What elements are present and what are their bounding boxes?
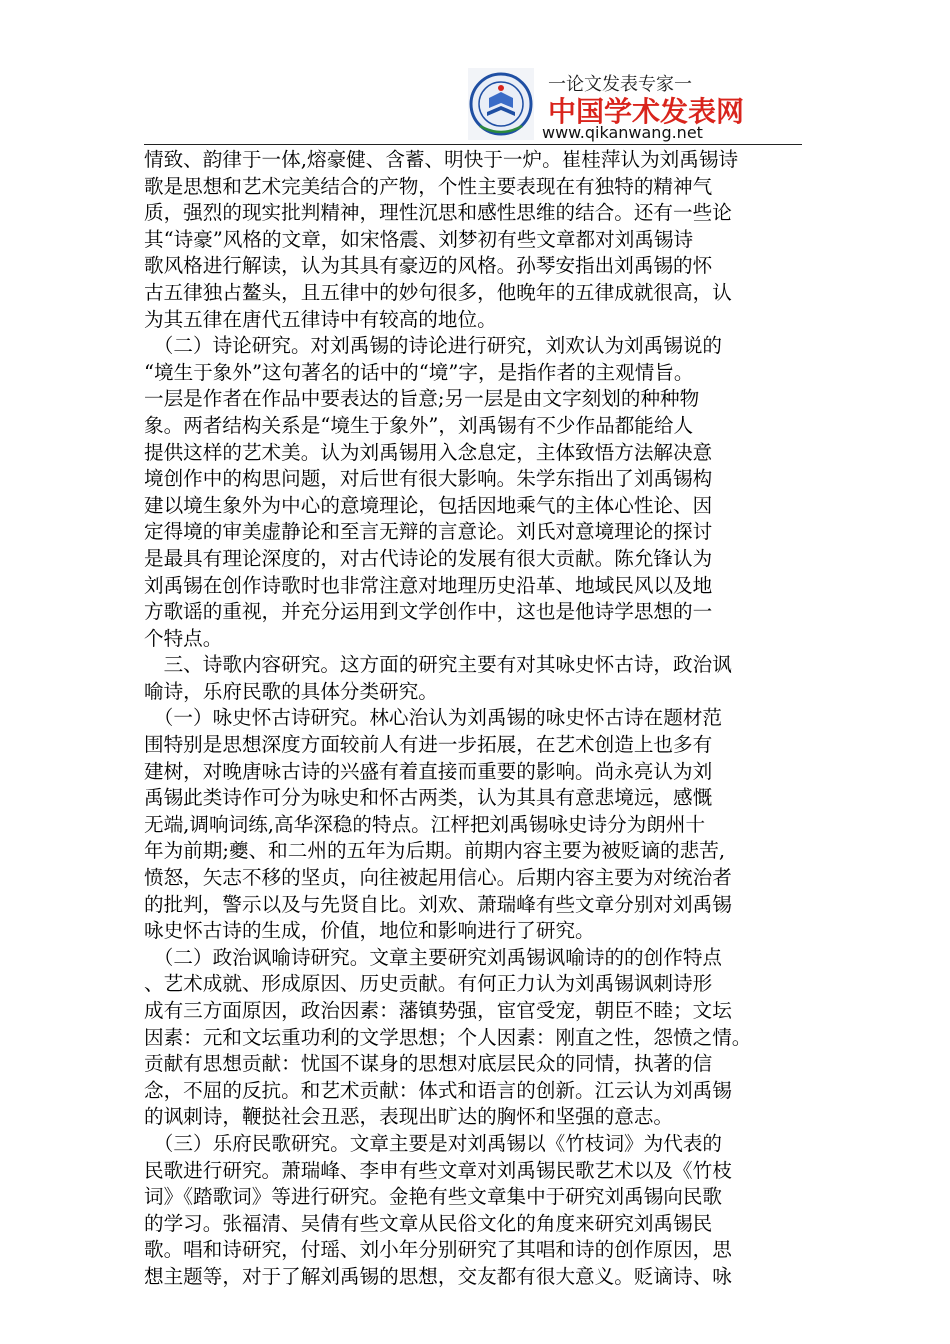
text-line: 的学习。张福清、吴倩有些文章从民俗文化的角度来研究刘禹锡民 xyxy=(144,1211,713,1235)
text-line: 成有三方面原因，政治因素：藩镇势强，宦官受宠，朝臣不睦；文坛 xyxy=(144,999,732,1022)
logo-url[interactable]: www.qikanwang.net xyxy=(542,123,703,142)
text-line: 境创作中的构思问题，对后世有很大影响。朱学东指出了刘禹锡构 xyxy=(144,467,713,491)
article-body xyxy=(144,147,804,1291)
text-line: 愤怒，矢志不移的坚贞，向往被起用信心。后期内容主要为对统治者 xyxy=(144,866,732,890)
text-line: 因素：元和文坛重功利的文学思想；个人因素：刚直之性，怨愤之情。 xyxy=(144,1025,752,1049)
text-line: 建树，对晚唐咏古诗的兴盛有着直接而重要的影响。尚永亮认为刘 xyxy=(144,759,713,783)
text-line: 方歌谣的重视，并充分运用到文学创作中，这也是他诗学思想的一 xyxy=(144,600,713,624)
text-line: 、艺术成就、形成原因、历史贡献。有何正力认为刘禹锡讽刺诗形 xyxy=(144,972,713,996)
text-line: 情致、韵律于一体,熔豪健、含蓄、明快于一炉。崔桂萍认为刘禹锡诗 xyxy=(144,148,739,171)
text-line: 个特点。 xyxy=(144,626,223,650)
text-line: 是最具有理论深度的，对古代诗论的发展有很大贡献。陈允锋认为 xyxy=(144,546,713,570)
text-line: 贡献有思想贡献：忧国不谋身的思想对底层民众的同情，执著的信 xyxy=(144,1052,713,1076)
text-line: 定得境的审美虚静论和至言无辩的言意论。刘氏对意境理论的探讨 xyxy=(144,520,713,544)
logo-site-name: 中国学术发表网 xyxy=(548,95,745,128)
site-logo[interactable] xyxy=(468,68,745,142)
text-line: “境生于象外”这句著名的话中的“境”字，是指作者的主观情旨。 xyxy=(144,360,694,384)
text-line: 念，不屈的反抗。和艺术贡献：体式和语言的创新。江云认为刘禹锡 xyxy=(144,1078,732,1102)
text-line: 的批判，警示以及与先贤自比。刘欢、萧瑞峰有些文章分别对刘禹锡 xyxy=(144,892,732,916)
text-line: 喻诗，乐府民歌的具体分类研究。 xyxy=(144,679,438,703)
text-line: 古五律独占鳌头，且五律中的妙句很多，他晚年的五律成就很高，认 xyxy=(144,280,732,304)
academic-emblem-icon xyxy=(468,68,534,140)
text-line: 围特别是思想深度方面较前人有进一步拓展，在艺术创造上也多有 xyxy=(144,733,713,757)
text-line: 三、诗歌内容研究。这方面的研究主要有对其咏史怀古诗，政治讽 xyxy=(144,653,732,677)
text-line: 一层是作者在作品中要表达的旨意;另一层是由文字刻划的种种物 xyxy=(144,387,700,411)
text-line: 质，强烈的现实批判精神，理性沉思和感性思维的结合。还有一些论 xyxy=(144,201,732,225)
text-line: 年为前期;夔、和二州的五年为后期。前期内容主要为被贬谪的悲苦, xyxy=(144,839,726,863)
text-line: 提供这样的艺术美。认为刘禹锡用入念息定，主体致悟方法解决意 xyxy=(144,440,713,464)
text-line: （二）诗论研究。对刘禹锡的诗论进行研究，刘欢认为刘禹锡说的 xyxy=(144,334,723,358)
text-line: 刘禹锡在创作诗歌时也非常注意对地理历史沿革、地域民风以及地 xyxy=(144,573,713,597)
text-line: 为其五律在唐代五律诗中有较高的地位。 xyxy=(144,307,497,331)
text-line: 词》《踏歌词》等进行研究。金艳有些文章集中于研究刘禹锡向民歌 xyxy=(144,1185,723,1209)
text-line: （三）乐府民歌研究。文章主要是对刘禹锡以《竹枝词》为代表的 xyxy=(144,1131,723,1155)
text-line: 咏史怀古诗的生成，价值，地位和影响进行了研究。 xyxy=(144,919,595,943)
text-line: 歌。唱和诗研究，付瑶、刘小年分别研究了其唱和诗的创作原因，思 xyxy=(144,1238,732,1262)
logo-slogan: 一论文发表专家一 xyxy=(548,74,692,95)
text-line: 歌是思想和艺术完美结合的产物，个性主要表现在有独特的精神气 xyxy=(144,174,713,198)
header-divider xyxy=(144,144,802,145)
text-line: 歌风格进行解读，认为其具有豪迈的风格。孙琴安指出刘禹锡的怀 xyxy=(144,254,713,278)
text-line: 民歌进行研究。萧瑞峰、李申有些文章对刘禹锡民歌艺术以及《竹枝 xyxy=(144,1158,732,1182)
text-line: 的讽刺诗，鞭挞社会丑恶，表现出旷达的胸怀和坚强的意志。 xyxy=(144,1105,674,1129)
text-line: （二）政治讽喻诗研究。文章主要研究刘禹锡讽喻诗的的创作特点 xyxy=(144,945,723,969)
text-line: 想主题等，对于了解刘禹锡的思想，交友都有很大意义。贬谪诗、咏 xyxy=(144,1264,732,1288)
text-line: 其“诗豪”风格的文章，如宋恪震、刘梦初有些文章都对刘禹锡诗 xyxy=(144,227,694,251)
text-line: （一）咏史怀古诗研究。林心治认为刘禹锡的咏史怀古诗在题材范 xyxy=(144,706,723,730)
text-line: 无端,调响词练,高华深稳的特点。江枰把刘禹锡咏史诗分为朗州十 xyxy=(144,812,706,836)
text-line: 建以境生象外为中心的意境理论，包括因地乘气的主体心性论、因 xyxy=(144,493,713,517)
text-line: 禹锡此类诗作可分为咏史和怀古两类，认为其具有意悲境远，感慨 xyxy=(144,786,713,810)
text-line: 象。两者结构关系是“境生于象外”，刘禹锡有不少作品都能给人 xyxy=(144,413,694,437)
